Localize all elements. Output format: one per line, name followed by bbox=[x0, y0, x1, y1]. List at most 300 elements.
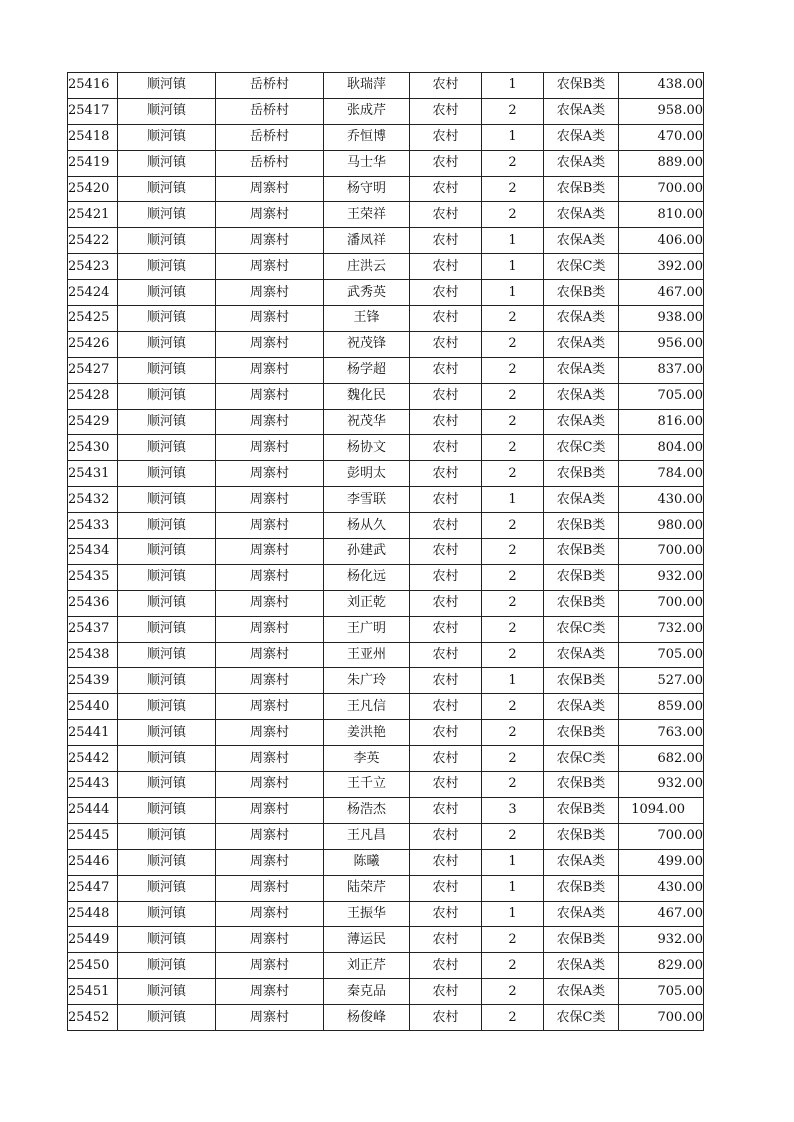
town-cell: 顺河镇 bbox=[118, 979, 216, 1005]
member-count-cell: 2 bbox=[482, 331, 544, 357]
table-row bbox=[68, 849, 704, 875]
record-id-cell: 25446 bbox=[68, 849, 118, 875]
household-type-cell: 农村 bbox=[410, 73, 482, 99]
name-cell: 王亚州 bbox=[324, 642, 410, 668]
village-cell: 周寨村 bbox=[216, 823, 324, 849]
household-type-cell: 农村 bbox=[410, 901, 482, 927]
village-cell: 岳桥村 bbox=[216, 124, 324, 150]
village-cell: 周寨村 bbox=[216, 694, 324, 720]
table-row bbox=[68, 642, 704, 668]
town-cell: 顺河镇 bbox=[118, 150, 216, 176]
record-id-cell: 25427 bbox=[68, 357, 118, 383]
member-count-cell: 2 bbox=[482, 539, 544, 565]
record-id-cell: 25451 bbox=[68, 979, 118, 1005]
name-cell: 王凡昌 bbox=[324, 823, 410, 849]
amount-cell: 829.00 bbox=[619, 953, 704, 979]
record-id-cell: 25443 bbox=[68, 772, 118, 798]
member-count-cell: 2 bbox=[482, 979, 544, 1005]
table-row bbox=[68, 461, 704, 487]
record-id-cell: 25417 bbox=[68, 98, 118, 124]
table-row bbox=[68, 150, 704, 176]
town-cell: 顺河镇 bbox=[118, 513, 216, 539]
village-cell: 周寨村 bbox=[216, 357, 324, 383]
household-type-cell: 农村 bbox=[410, 616, 482, 642]
village-cell: 周寨村 bbox=[216, 979, 324, 1005]
name-cell: 姜洪艳 bbox=[324, 720, 410, 746]
table-row bbox=[68, 176, 704, 202]
household-type-cell: 农村 bbox=[410, 927, 482, 953]
household-type-cell: 农村 bbox=[410, 409, 482, 435]
village-cell: 周寨村 bbox=[216, 202, 324, 228]
town-cell: 顺河镇 bbox=[118, 228, 216, 254]
insurance-category-cell: 农保C类 bbox=[544, 616, 619, 642]
insurance-category-cell: 农保A类 bbox=[544, 487, 619, 513]
town-cell: 顺河镇 bbox=[118, 124, 216, 150]
village-cell: 周寨村 bbox=[216, 953, 324, 979]
record-id-cell: 25439 bbox=[68, 668, 118, 694]
village-cell: 周寨村 bbox=[216, 280, 324, 306]
member-count-cell: 2 bbox=[482, 746, 544, 772]
member-count-cell: 1 bbox=[482, 280, 544, 306]
member-count-cell: 2 bbox=[482, 435, 544, 461]
town-cell: 顺河镇 bbox=[118, 616, 216, 642]
household-type-cell: 农村 bbox=[410, 694, 482, 720]
member-count-cell: 2 bbox=[482, 953, 544, 979]
name-cell: 陈曦 bbox=[324, 849, 410, 875]
insurance-category-cell: 农保B类 bbox=[544, 720, 619, 746]
table-row bbox=[68, 331, 704, 357]
amount-cell: 700.00 bbox=[619, 1005, 704, 1031]
name-cell: 庄洪云 bbox=[324, 254, 410, 280]
insurance-category-cell: 农保A类 bbox=[544, 849, 619, 875]
name-cell: 杨协文 bbox=[324, 435, 410, 461]
amount-cell: 406.00 bbox=[619, 228, 704, 254]
member-count-cell: 2 bbox=[482, 1005, 544, 1031]
record-id-cell: 25420 bbox=[68, 176, 118, 202]
amount-cell: 932.00 bbox=[619, 927, 704, 953]
insurance-category-cell: 农保B类 bbox=[544, 797, 619, 823]
record-id-cell: 25424 bbox=[68, 280, 118, 306]
village-cell: 周寨村 bbox=[216, 306, 324, 332]
household-type-cell: 农村 bbox=[410, 720, 482, 746]
household-type-cell: 农村 bbox=[410, 772, 482, 798]
record-id-cell: 25452 bbox=[68, 1005, 118, 1031]
amount-cell: 810.00 bbox=[619, 202, 704, 228]
name-cell: 杨浩杰 bbox=[324, 797, 410, 823]
town-cell: 顺河镇 bbox=[118, 875, 216, 901]
table-row bbox=[68, 720, 704, 746]
table-row bbox=[68, 228, 704, 254]
name-cell: 杨化远 bbox=[324, 564, 410, 590]
name-cell: 杨俊峰 bbox=[324, 1005, 410, 1031]
village-cell: 周寨村 bbox=[216, 772, 324, 798]
amount-cell: 700.00 bbox=[619, 823, 704, 849]
insurance-category-cell: 农保A类 bbox=[544, 409, 619, 435]
table-row bbox=[68, 590, 704, 616]
insurance-category-cell: 农保B类 bbox=[544, 668, 619, 694]
insurance-category-cell: 农保A类 bbox=[544, 694, 619, 720]
town-cell: 顺河镇 bbox=[118, 849, 216, 875]
member-count-cell: 3 bbox=[482, 797, 544, 823]
table-row bbox=[68, 746, 704, 772]
name-cell: 刘正芹 bbox=[324, 953, 410, 979]
insurance-category-cell: 农保A类 bbox=[544, 150, 619, 176]
member-count-cell: 2 bbox=[482, 306, 544, 332]
table-row bbox=[68, 979, 704, 1005]
amount-cell: 438.00 bbox=[619, 73, 704, 99]
table-row bbox=[68, 435, 704, 461]
village-cell: 岳桥村 bbox=[216, 98, 324, 124]
town-cell: 顺河镇 bbox=[118, 280, 216, 306]
village-cell: 周寨村 bbox=[216, 176, 324, 202]
amount-cell: 956.00 bbox=[619, 331, 704, 357]
village-cell: 周寨村 bbox=[216, 331, 324, 357]
insurance-category-cell: 农保B类 bbox=[544, 772, 619, 798]
table-row bbox=[68, 901, 704, 927]
table-row bbox=[68, 875, 704, 901]
member-count-cell: 1 bbox=[482, 124, 544, 150]
insurance-category-cell: 农保B类 bbox=[544, 280, 619, 306]
member-count-cell: 2 bbox=[482, 461, 544, 487]
household-type-cell: 农村 bbox=[410, 254, 482, 280]
table-row bbox=[68, 202, 704, 228]
name-cell: 杨守明 bbox=[324, 176, 410, 202]
village-cell: 周寨村 bbox=[216, 901, 324, 927]
name-cell: 陆荣芹 bbox=[324, 875, 410, 901]
insurance-category-cell: 农保B类 bbox=[544, 590, 619, 616]
name-cell: 祝茂华 bbox=[324, 409, 410, 435]
name-cell: 武秀英 bbox=[324, 280, 410, 306]
town-cell: 顺河镇 bbox=[118, 539, 216, 565]
member-count-cell: 1 bbox=[482, 228, 544, 254]
insurance-category-cell: 农保A类 bbox=[544, 306, 619, 332]
table-row bbox=[68, 280, 704, 306]
table-row bbox=[68, 124, 704, 150]
table-row bbox=[68, 772, 704, 798]
amount-cell: 430.00 bbox=[619, 487, 704, 513]
household-type-cell: 农村 bbox=[410, 280, 482, 306]
record-id-cell: 25429 bbox=[68, 409, 118, 435]
amount-cell: 470.00 bbox=[619, 124, 704, 150]
member-count-cell: 2 bbox=[482, 513, 544, 539]
amount-cell: 932.00 bbox=[619, 772, 704, 798]
town-cell: 顺河镇 bbox=[118, 927, 216, 953]
town-cell: 顺河镇 bbox=[118, 772, 216, 798]
household-type-cell: 农村 bbox=[410, 357, 482, 383]
amount-cell: 700.00 bbox=[619, 176, 704, 202]
table-body bbox=[68, 73, 704, 1031]
town-cell: 顺河镇 bbox=[118, 953, 216, 979]
record-id-cell: 25422 bbox=[68, 228, 118, 254]
amount-cell: 700.00 bbox=[619, 539, 704, 565]
town-cell: 顺河镇 bbox=[118, 409, 216, 435]
household-type-cell: 农村 bbox=[410, 176, 482, 202]
record-id-cell: 25426 bbox=[68, 331, 118, 357]
insurance-category-cell: 农保A类 bbox=[544, 331, 619, 357]
record-id-cell: 25444 bbox=[68, 797, 118, 823]
insurance-category-cell: 农保C类 bbox=[544, 1005, 619, 1031]
village-cell: 周寨村 bbox=[216, 668, 324, 694]
record-id-cell: 25437 bbox=[68, 616, 118, 642]
insurance-category-cell: 农保A类 bbox=[544, 979, 619, 1005]
insurance-category-cell: 农保B类 bbox=[544, 539, 619, 565]
name-cell: 王千立 bbox=[324, 772, 410, 798]
insurance-category-cell: 农保A类 bbox=[544, 357, 619, 383]
household-type-cell: 农村 bbox=[410, 979, 482, 1005]
household-type-cell: 农村 bbox=[410, 797, 482, 823]
amount-cell: 700.00 bbox=[619, 590, 704, 616]
member-count-cell: 1 bbox=[482, 668, 544, 694]
name-cell: 李雪联 bbox=[324, 487, 410, 513]
household-type-cell: 农村 bbox=[410, 124, 482, 150]
household-type-cell: 农村 bbox=[410, 461, 482, 487]
household-type-cell: 农村 bbox=[410, 875, 482, 901]
record-id-cell: 25436 bbox=[68, 590, 118, 616]
town-cell: 顺河镇 bbox=[118, 823, 216, 849]
record-id-cell: 25428 bbox=[68, 383, 118, 409]
record-id-cell: 25442 bbox=[68, 746, 118, 772]
member-count-cell: 2 bbox=[482, 176, 544, 202]
insurance-category-cell: 农保A类 bbox=[544, 228, 619, 254]
household-type-cell: 农村 bbox=[410, 513, 482, 539]
town-cell: 顺河镇 bbox=[118, 746, 216, 772]
record-id-cell: 25421 bbox=[68, 202, 118, 228]
town-cell: 顺河镇 bbox=[118, 331, 216, 357]
insurance-category-cell: 农保B类 bbox=[544, 513, 619, 539]
village-cell: 周寨村 bbox=[216, 539, 324, 565]
name-cell: 杨学超 bbox=[324, 357, 410, 383]
household-type-cell: 农村 bbox=[410, 1005, 482, 1031]
household-type-cell: 农村 bbox=[410, 590, 482, 616]
member-count-cell: 1 bbox=[482, 73, 544, 99]
amount-cell: 467.00 bbox=[619, 901, 704, 927]
household-type-cell: 农村 bbox=[410, 953, 482, 979]
amount-cell: 804.00 bbox=[619, 435, 704, 461]
household-type-cell: 农村 bbox=[410, 202, 482, 228]
amount-cell: 889.00 bbox=[619, 150, 704, 176]
village-cell: 周寨村 bbox=[216, 720, 324, 746]
insurance-category-cell: 农保A类 bbox=[544, 98, 619, 124]
record-id-cell: 25448 bbox=[68, 901, 118, 927]
name-cell: 彭明太 bbox=[324, 461, 410, 487]
record-id-cell: 25425 bbox=[68, 306, 118, 332]
town-cell: 顺河镇 bbox=[118, 694, 216, 720]
insurance-category-cell: 农保C类 bbox=[544, 435, 619, 461]
village-cell: 周寨村 bbox=[216, 642, 324, 668]
name-cell: 祝茂锋 bbox=[324, 331, 410, 357]
name-cell: 王荣祥 bbox=[324, 202, 410, 228]
amount-cell: 682.00 bbox=[619, 746, 704, 772]
record-id-cell: 25419 bbox=[68, 150, 118, 176]
insurance-category-cell: 农保A类 bbox=[544, 901, 619, 927]
member-count-cell: 2 bbox=[482, 150, 544, 176]
town-cell: 顺河镇 bbox=[118, 176, 216, 202]
household-type-cell: 农村 bbox=[410, 383, 482, 409]
member-count-cell: 1 bbox=[482, 875, 544, 901]
household-type-cell: 农村 bbox=[410, 539, 482, 565]
table-row bbox=[68, 513, 704, 539]
name-cell: 刘正乾 bbox=[324, 590, 410, 616]
name-cell: 魏化民 bbox=[324, 383, 410, 409]
household-type-cell: 农村 bbox=[410, 642, 482, 668]
insurance-category-cell: 农保B类 bbox=[544, 176, 619, 202]
insurance-category-cell: 农保A类 bbox=[544, 383, 619, 409]
insurance-category-cell: 农保A类 bbox=[544, 124, 619, 150]
record-id-cell: 25418 bbox=[68, 124, 118, 150]
insurance-category-cell: 农保B类 bbox=[544, 927, 619, 953]
record-id-cell: 25434 bbox=[68, 539, 118, 565]
household-type-cell: 农村 bbox=[410, 306, 482, 332]
household-type-cell: 农村 bbox=[410, 564, 482, 590]
name-cell: 李英 bbox=[324, 746, 410, 772]
household-type-cell: 农村 bbox=[410, 435, 482, 461]
amount-cell: 467.00 bbox=[619, 280, 704, 306]
table-row bbox=[68, 823, 704, 849]
table-row bbox=[68, 953, 704, 979]
record-id-cell: 25416 bbox=[68, 73, 118, 99]
village-cell: 周寨村 bbox=[216, 849, 324, 875]
insurance-category-cell: 农保C类 bbox=[544, 254, 619, 280]
insurance-category-cell: 农保A类 bbox=[544, 642, 619, 668]
record-id-cell: 25450 bbox=[68, 953, 118, 979]
household-type-cell: 农村 bbox=[410, 98, 482, 124]
household-type-cell: 农村 bbox=[410, 746, 482, 772]
member-count-cell: 1 bbox=[482, 901, 544, 927]
town-cell: 顺河镇 bbox=[118, 254, 216, 280]
table-row bbox=[68, 409, 704, 435]
name-cell: 王锋 bbox=[324, 306, 410, 332]
insurance-category-cell: 农保B类 bbox=[544, 461, 619, 487]
table-row bbox=[68, 98, 704, 124]
amount-cell: 705.00 bbox=[619, 979, 704, 1005]
household-type-cell: 农村 bbox=[410, 150, 482, 176]
member-count-cell: 1 bbox=[482, 849, 544, 875]
village-cell: 周寨村 bbox=[216, 616, 324, 642]
amount-cell: 932.00 bbox=[619, 564, 704, 590]
town-cell: 顺河镇 bbox=[118, 73, 216, 99]
member-count-cell: 2 bbox=[482, 202, 544, 228]
table-row bbox=[68, 927, 704, 953]
village-cell: 岳桥村 bbox=[216, 73, 324, 99]
insurance-category-cell: 农保B类 bbox=[544, 564, 619, 590]
household-type-cell: 农村 bbox=[410, 823, 482, 849]
town-cell: 顺河镇 bbox=[118, 435, 216, 461]
name-cell: 薄运民 bbox=[324, 927, 410, 953]
record-id-cell: 25423 bbox=[68, 254, 118, 280]
town-cell: 顺河镇 bbox=[118, 202, 216, 228]
town-cell: 顺河镇 bbox=[118, 383, 216, 409]
town-cell: 顺河镇 bbox=[118, 797, 216, 823]
table-row bbox=[68, 383, 704, 409]
town-cell: 顺河镇 bbox=[118, 306, 216, 332]
insurance-category-cell: 农保B类 bbox=[544, 823, 619, 849]
table-row bbox=[68, 254, 704, 280]
table-row bbox=[68, 694, 704, 720]
amount-cell: 938.00 bbox=[619, 306, 704, 332]
table-row bbox=[68, 357, 704, 383]
village-cell: 周寨村 bbox=[216, 590, 324, 616]
village-cell: 周寨村 bbox=[216, 927, 324, 953]
town-cell: 顺河镇 bbox=[118, 564, 216, 590]
insurance-category-cell: 农保C类 bbox=[544, 746, 619, 772]
record-id-cell: 25431 bbox=[68, 461, 118, 487]
village-cell: 周寨村 bbox=[216, 228, 324, 254]
record-id-cell: 25440 bbox=[68, 694, 118, 720]
town-cell: 顺河镇 bbox=[118, 98, 216, 124]
member-count-cell: 2 bbox=[482, 823, 544, 849]
amount-cell: 980.00 bbox=[619, 513, 704, 539]
amount-cell: 499.00 bbox=[619, 849, 704, 875]
town-cell: 顺河镇 bbox=[118, 461, 216, 487]
member-count-cell: 2 bbox=[482, 616, 544, 642]
village-cell: 周寨村 bbox=[216, 513, 324, 539]
record-id-cell: 25433 bbox=[68, 513, 118, 539]
table-row bbox=[68, 539, 704, 565]
town-cell: 顺河镇 bbox=[118, 487, 216, 513]
household-type-cell: 农村 bbox=[410, 487, 482, 513]
member-count-cell: 2 bbox=[482, 772, 544, 798]
record-id-cell: 25432 bbox=[68, 487, 118, 513]
amount-cell: 732.00 bbox=[619, 616, 704, 642]
name-cell: 朱广玲 bbox=[324, 668, 410, 694]
table-row bbox=[68, 616, 704, 642]
amount-cell: 705.00 bbox=[619, 383, 704, 409]
town-cell: 顺河镇 bbox=[118, 720, 216, 746]
village-cell: 岳桥村 bbox=[216, 150, 324, 176]
town-cell: 顺河镇 bbox=[118, 901, 216, 927]
amount-cell: 958.00 bbox=[619, 98, 704, 124]
amount-cell: 705.00 bbox=[619, 642, 704, 668]
record-id-cell: 25435 bbox=[68, 564, 118, 590]
record-id-cell: 25438 bbox=[68, 642, 118, 668]
amount-cell: 430.00 bbox=[619, 875, 704, 901]
name-cell: 马士华 bbox=[324, 150, 410, 176]
name-cell: 秦克品 bbox=[324, 979, 410, 1005]
household-type-cell: 农村 bbox=[410, 668, 482, 694]
member-count-cell: 2 bbox=[482, 590, 544, 616]
member-count-cell: 1 bbox=[482, 254, 544, 280]
village-cell: 周寨村 bbox=[216, 435, 324, 461]
name-cell: 耿瑞萍 bbox=[324, 73, 410, 99]
member-count-cell: 2 bbox=[482, 383, 544, 409]
amount-cell: 763.00 bbox=[619, 720, 704, 746]
household-type-cell: 农村 bbox=[410, 228, 482, 254]
name-cell: 王振华 bbox=[324, 901, 410, 927]
village-cell: 周寨村 bbox=[216, 1005, 324, 1031]
amount-cell: 837.00 bbox=[619, 357, 704, 383]
table-row bbox=[68, 1005, 704, 1031]
village-cell: 周寨村 bbox=[216, 487, 324, 513]
table-row bbox=[68, 564, 704, 590]
name-cell: 王凡信 bbox=[324, 694, 410, 720]
town-cell: 顺河镇 bbox=[118, 1005, 216, 1031]
record-id-cell: 25430 bbox=[68, 435, 118, 461]
member-count-cell: 2 bbox=[482, 642, 544, 668]
table-row bbox=[68, 306, 704, 332]
village-cell: 周寨村 bbox=[216, 797, 324, 823]
table-row bbox=[68, 487, 704, 513]
name-cell: 孙建武 bbox=[324, 539, 410, 565]
table-row bbox=[68, 73, 704, 99]
member-count-cell: 2 bbox=[482, 694, 544, 720]
name-cell: 乔恒博 bbox=[324, 124, 410, 150]
record-id-cell: 25441 bbox=[68, 720, 118, 746]
town-cell: 顺河镇 bbox=[118, 642, 216, 668]
village-cell: 周寨村 bbox=[216, 254, 324, 280]
table-row bbox=[68, 668, 704, 694]
member-count-cell: 2 bbox=[482, 409, 544, 435]
town-cell: 顺河镇 bbox=[118, 668, 216, 694]
